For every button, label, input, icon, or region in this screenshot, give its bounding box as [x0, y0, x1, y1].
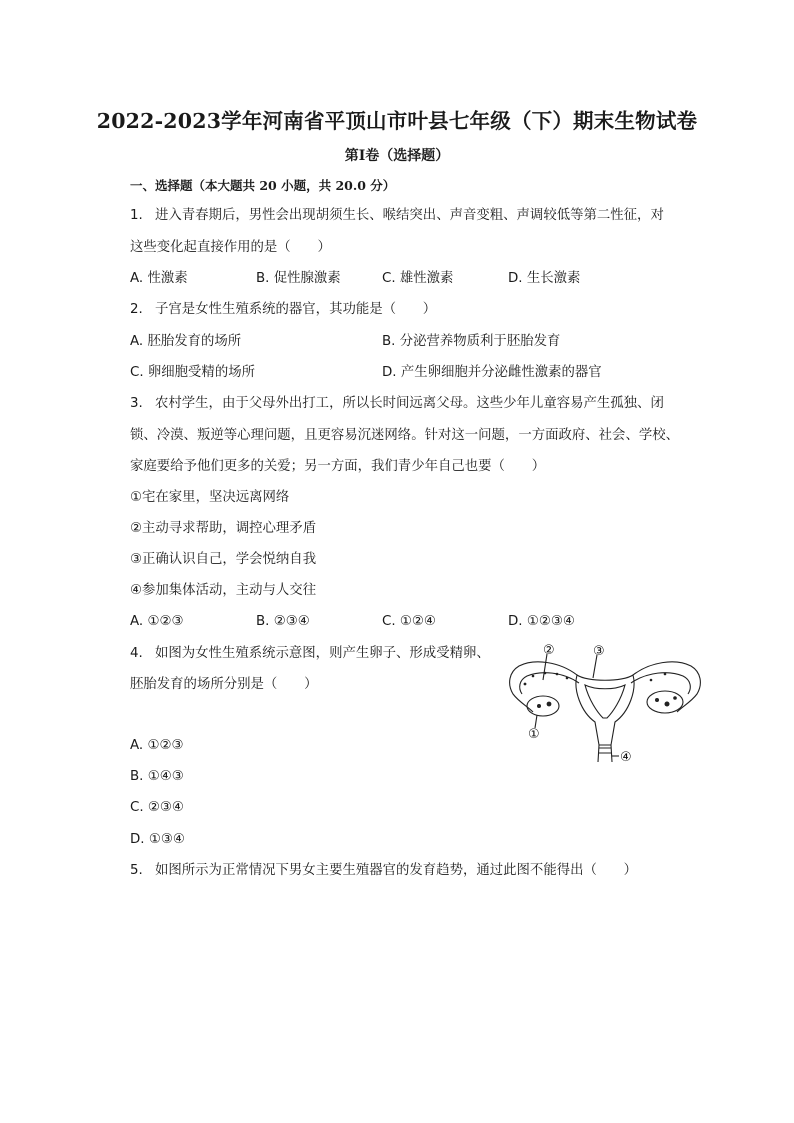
- label-2: ②: [543, 643, 555, 658]
- q4-line1: [130, 645, 490, 663]
- q2-stem: 子宫是女性生殖系统的器官，其功能是（ ）: [155, 302, 437, 317]
- vagina-rings: [599, 748, 611, 753]
- label-4: ④: [620, 750, 632, 765]
- q2-option-d: D. 产生卵细胞并分泌雌性激素的器官: [382, 365, 602, 380]
- q5-stem: 如图所示为正常情况下男女主要生殖器官的发育趋势，通过此图不能得出（ ）: [155, 863, 638, 878]
- q4-number: 4.: [130, 646, 143, 661]
- uterus-diagram: [505, 640, 705, 766]
- q3-item-2: ②主动寻求帮助，调控心理矛盾: [130, 521, 317, 536]
- q3-number: 3.: [130, 396, 143, 411]
- label-3: ③: [593, 644, 605, 659]
- q4-option-b: B. ①④③: [130, 769, 184, 784]
- q2-option-b: B. 分泌营养物质利于胚胎发育: [382, 334, 561, 349]
- q4-stem-line2: 胚胎发育的场所分别是（ ）: [130, 677, 318, 692]
- q3-option-c: C. ①②④: [382, 614, 436, 629]
- section-heading: 一、选择题（本大题共 20 小题，共 20.0 分）: [130, 178, 396, 193]
- q3-line1: [130, 395, 664, 413]
- q1-option-d: D. 生长激素: [508, 271, 581, 286]
- exam-title: 2022-2023学年河南省平顶山市叶县七年级（下）期末生物试卷: [96, 109, 698, 133]
- q1-line1: [130, 207, 664, 225]
- q3-option-d: D. ①②③④: [508, 614, 575, 629]
- q5-line: [130, 862, 637, 880]
- q3-stem-line1: 农村学生，由于父母外出打工，所以长时间远离父母。这些少年儿童容易产生孤独、闭: [155, 396, 664, 411]
- q1-option-c: C. 雄性激素: [382, 271, 454, 286]
- q4-option-d: D. ①③④: [130, 832, 185, 847]
- left-ovary: [527, 696, 559, 716]
- q3-stem-line2: 锁、冷漠、叛逆等心理问题，且更容易沉迷网络。针对这一问题，一方面政府、社会、学校、: [130, 428, 680, 443]
- q3-stem-line3: 家庭要给予他们更多的关爱；另一方面，我们青少年自己也要（ ）: [130, 459, 546, 474]
- q1-option-a: A. 性激素: [130, 271, 188, 286]
- q3-item-4: ④参加集体活动，主动与人交往: [130, 583, 317, 598]
- uterine-cavity: [585, 685, 625, 718]
- q1-stem-line2: 这些变化起直接作用的是（ ）: [130, 240, 331, 255]
- q3-option-b: B. ②③④: [256, 614, 310, 629]
- q2-number: 2.: [130, 302, 143, 317]
- q3-option-a: A. ①②③: [130, 614, 184, 629]
- q2-option-a: A. 胚胎发育的场所: [130, 334, 242, 349]
- q4-option-a: A. ①②③: [130, 738, 184, 753]
- label-1: ①: [528, 727, 540, 742]
- right-ovary: [647, 691, 683, 713]
- q2-option-c: C. 卵细胞受精的场所: [130, 365, 255, 380]
- q3-item-3: ③正确认识自己，学会悦纳自我: [130, 552, 317, 567]
- q4-option-c: C. ②③④: [130, 800, 184, 815]
- q1-option-b: B. 促性腺激素: [256, 271, 341, 286]
- q5-number: 5.: [130, 863, 143, 878]
- q1-number: 1.: [130, 208, 143, 223]
- left-tube-inner: [520, 673, 579, 694]
- exam-subtitle: 第I卷（选择题）: [344, 148, 450, 164]
- q3-item-1: ①宅在家里，坚决远离网络: [130, 490, 290, 505]
- female-reproductive-system-figure: [505, 640, 705, 766]
- q1-stem-line1: 进入青春期后，男性会出现胡须生长、喉结突出、声音变粗、声调较低等第二性征，对: [155, 208, 664, 223]
- q2-line: [130, 301, 436, 319]
- q4-stem-line1: 如图为女性生殖系统示意图，则产生卵子、形成受精卵、: [155, 646, 490, 661]
